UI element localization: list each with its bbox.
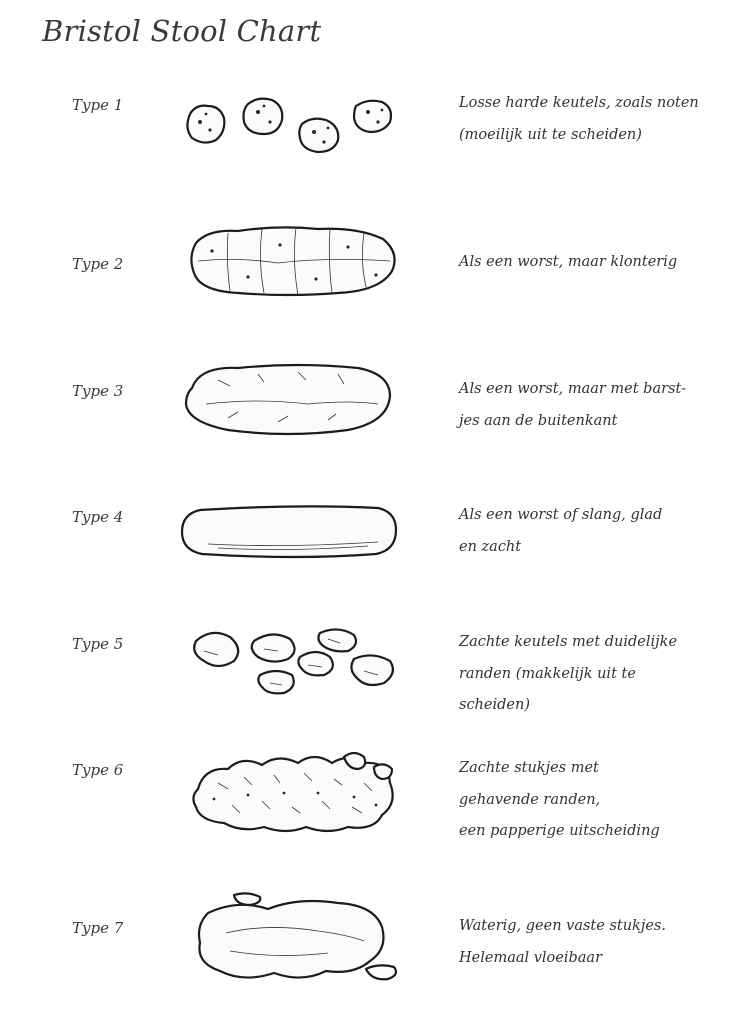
type-6-desc-line: een papperige uitscheiding [459, 823, 660, 839]
type-5-label: Type 5 [72, 635, 124, 653]
type-3-label: Type 3 [72, 382, 124, 400]
type-2-illustration [178, 221, 418, 301]
type-3-illustration [178, 360, 418, 440]
type-6-desc-line: gehavende randen, [459, 791, 601, 808]
type-7-illustration [178, 891, 418, 991]
type-2-label: Type 2 [72, 255, 124, 273]
type-4-desc-line: Als een worst of slang, glad [459, 507, 663, 523]
type-4-label: Type 4 [72, 508, 124, 526]
type-1-desc-line: Losse harde keutels, zoals noten [459, 95, 699, 111]
type-1-label: Type 1 [72, 96, 124, 114]
page-title: Bristol Stool Chart [42, 14, 322, 48]
type-5-desc-line: randen (makkelijk uit te [459, 665, 636, 682]
type-3-desc-line: jes aan de buitenkant [459, 412, 618, 429]
type-6-illustration [178, 749, 418, 839]
type-4-illustration [178, 504, 418, 564]
type-7-description [459, 911, 724, 974]
type-4-desc-line: en zacht [459, 538, 522, 555]
type-1-description [459, 88, 724, 151]
type-1-illustration [178, 94, 418, 164]
type-7-label: Type 7 [72, 919, 124, 937]
type-7-desc-line: Helemaal vloeibaar [459, 949, 603, 966]
type-5-illustration [178, 625, 418, 705]
type-5-desc-line: Zachte keutels met duidelijke [459, 634, 678, 650]
type-6-desc-line: Zachte stukjes met [459, 760, 599, 776]
type-2-desc-line: Als een worst, maar klonterig [459, 254, 678, 270]
type-6-description [459, 753, 724, 848]
type-3-description [459, 374, 724, 437]
type-6-label: Type 6 [72, 761, 124, 779]
type-2-description [459, 247, 724, 279]
type-4-description [459, 500, 724, 563]
type-5-description [459, 627, 724, 722]
type-5-desc-line: scheiden) [459, 697, 530, 713]
type-7-desc-line: Waterig, geen vaste stukjes. [459, 918, 666, 934]
type-3-desc-line: Als een worst, maar met barst- [459, 381, 687, 397]
type-1-desc-line: (moeilijk uit te scheiden) [459, 126, 642, 143]
